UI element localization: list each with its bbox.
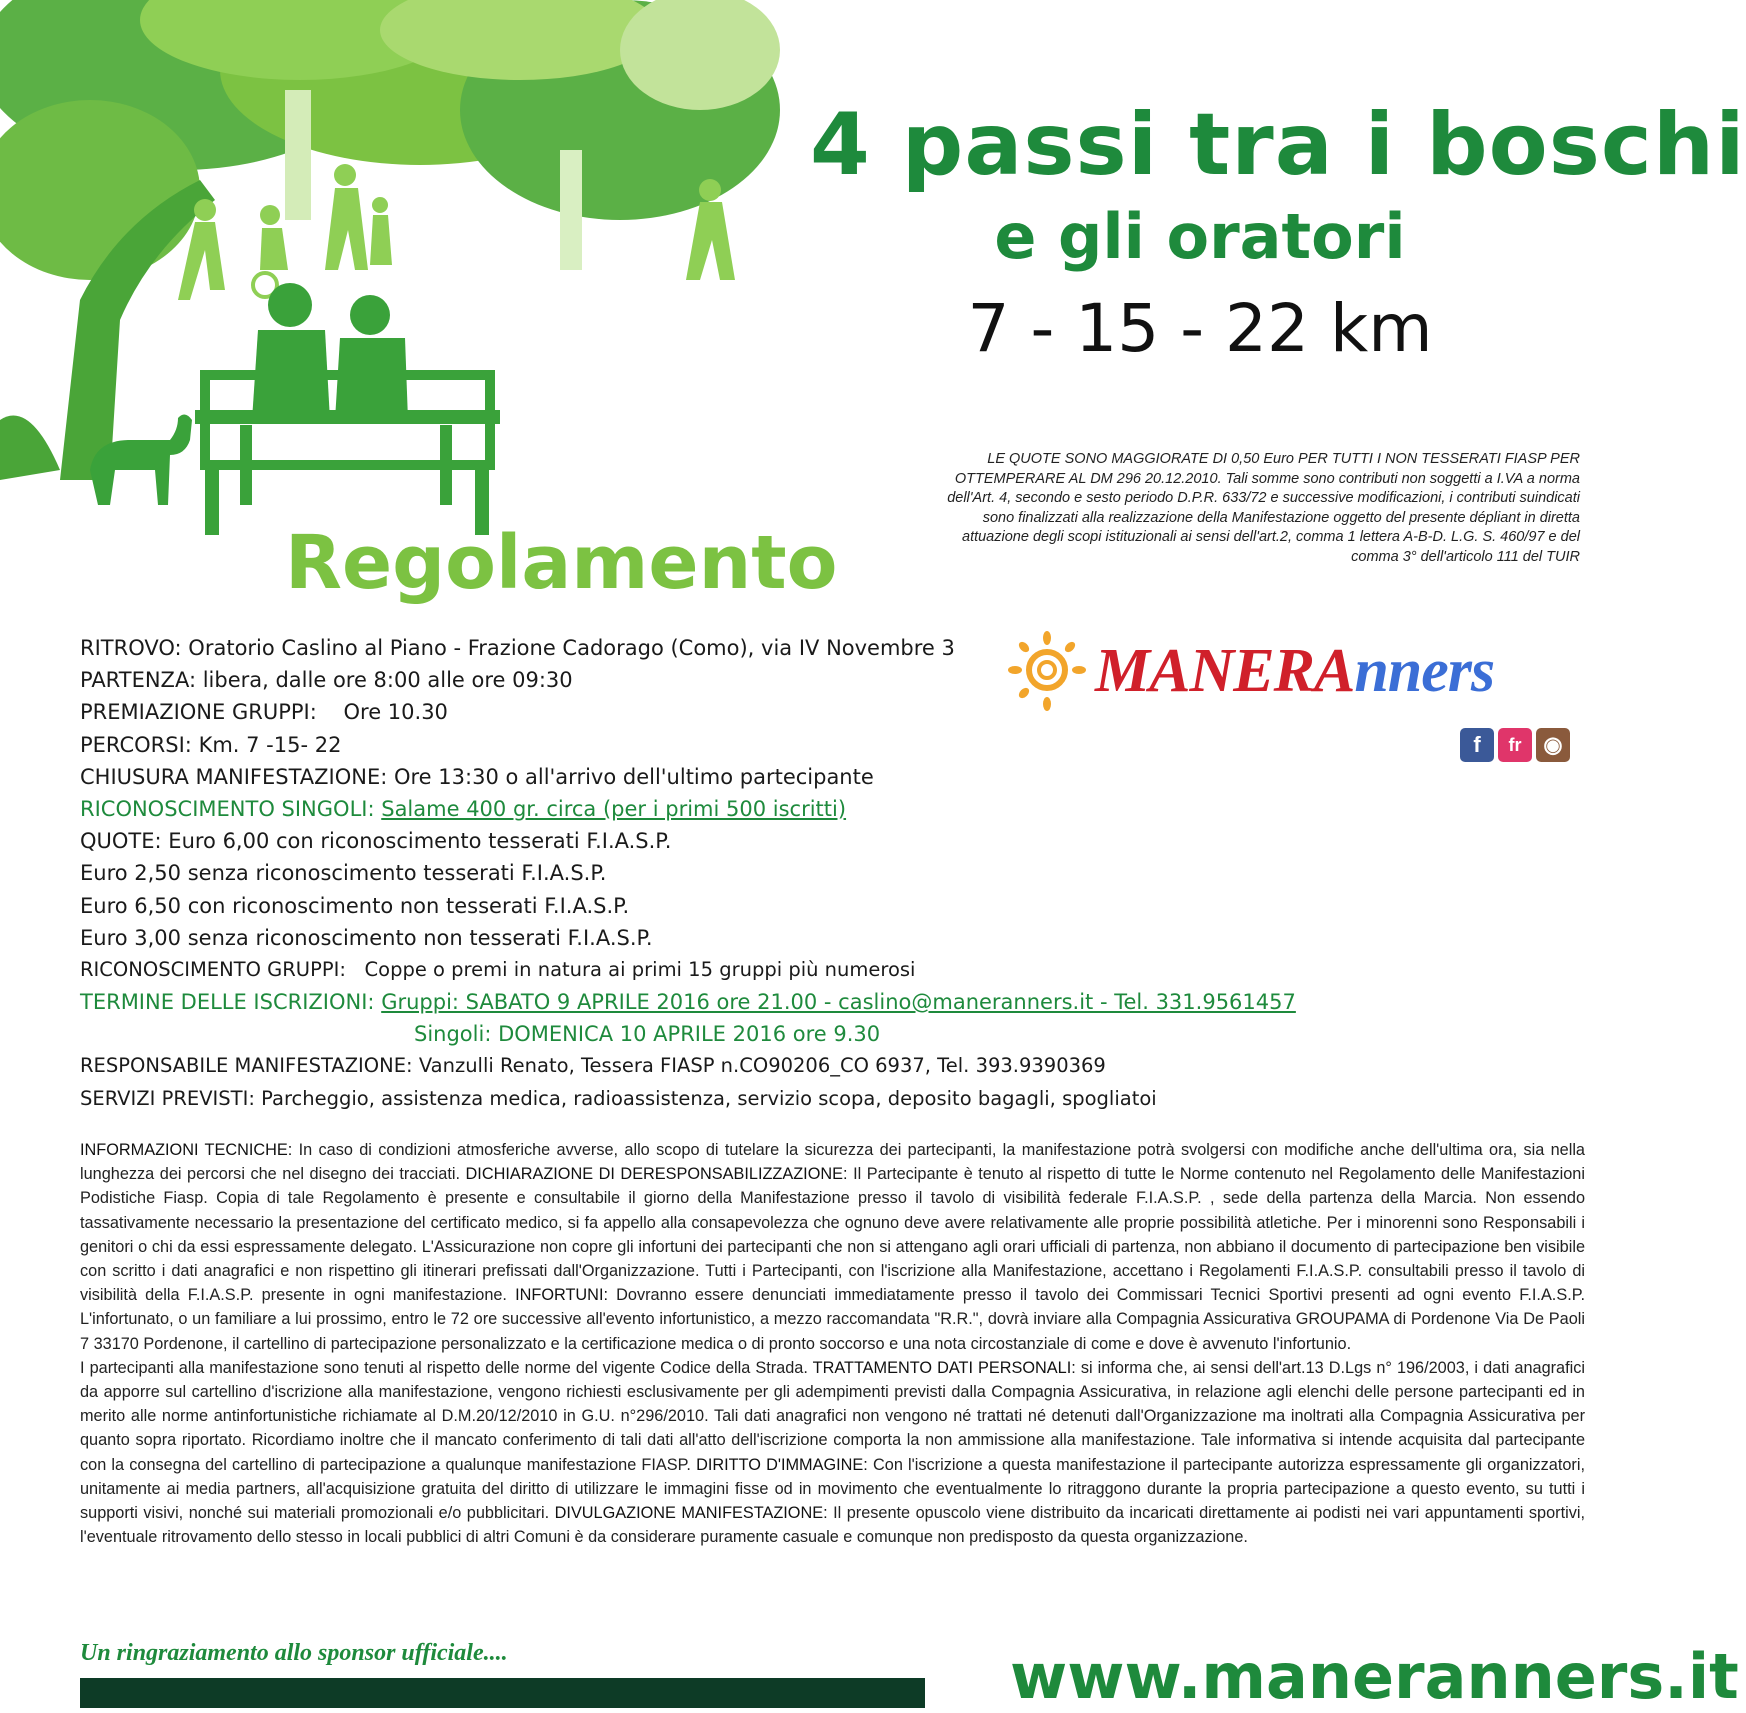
info-label: CHIUSURA MANIFESTAZIONE: <box>80 764 388 789</box>
event-distances: 7 - 15 - 22 km <box>967 290 1433 367</box>
sponsor-banner <box>80 1678 925 1708</box>
legal-paragraph: Il presente opuscolo viene distribuito da incaricati direttamente ai podisti nei vari appuntamenti sportivi, l'eventuale ritrovamento dello stesso in locali pubblici di altri Comuni è da considerare puramente casuale e comunque non predisposto da questa organizzazione. <box>80 1504 1585 1547</box>
info-label: PREMIAZIONE GRUPPI: <box>80 700 317 725</box>
info-quote <box>80 825 1580 857</box>
info-quote-4: Euro 3,00 senza riconoscimento non tesserati F.I.A.S.P. <box>80 925 653 950</box>
legal-label: TRATTAMENTO DATI PERSONALI: <box>812 1358 1076 1377</box>
info-value: Coppe o premi in natura ai primi 15 gruppi più numerosi <box>364 957 916 981</box>
legal-label: DIRITTO D'IMMAGINE: <box>696 1455 868 1474</box>
info-value: Oratorio Caslino al Piano - Frazione Cadorago (Como), via IV Novembre 3 <box>188 636 955 660</box>
info-termine-2 <box>80 1018 1580 1050</box>
info-responsabile <box>80 1050 1580 1082</box>
logo-text-main: MANERA <box>1095 637 1355 705</box>
legal-paragraph: Il Partecipante è tenuto al rispetto di tutte le Norme contenuto nel Regolamento delle Manifestazioni Podistiche Fiasp. Copia di tale Regolamento è presente e consultabile il giorno della Manifestazione presso il tavolo di visibilità federale F.I.A.S.P. , sede della partenza della Marcia. Non essendo tassativamente necessario la presentazione del certificato medico, si fa appello alla consapevolezza che ognuno deve avere relativamente alle proprie possibilità atletiche. Per i minorenni sono Responsabili i genitori o chi da essi espressamente delegato. L'Assicurazione non copre gli infortuni dei partecipanti che non si attengano agli orari ufficiali di partenza, non abbiano il documento di partecipazione ben visibile con scritto i dati anagrafici e non rispettino gli itinerari prefissati dall'Organizzazione. Tutti i Partecipanti, con l'iscrizione alla Manifestazione, accettano i Regolamenti F.I.A.S.P. consultabili presso il tavolo di visibilità della F.I.A.S.P. presente in ogni manifestazione. <box>80 1165 1585 1305</box>
info-label: RICONOSCIMENTO GRUPPI: <box>80 957 346 981</box>
info-value: libera, dalle ore 8:00 alle ore 09:30 <box>202 668 573 693</box>
fiasp-fee-note: LE QUOTE SONO MAGGIORATE DI 0,50 Euro PER TUTTI I NON TESSERATI FIASP PER OTTEMPERARE AL DM 296 20.12.2010. Tali somme sono contributi non soggetti a I.VA a norma dell'Art. 4, secondo e sesto periodo D.P.R. 633/72 e successive modificazioni, i contributi suindicati sono finalizzati alla realizzazione della Manifestazione oggetto del presente dépliant in diretta attuazione degli scopi istituzionali ai sensi dell'art.2, comma 1 lettera A-B-D. L.G. S. 460/97 e del comma 3° dell'articolo 111 del TUIR <box>947 451 1580 565</box>
legal-paragraph: si informa che, ai sensi dell'art.13 D.Lgs n° 196/2003, i dati anagrafici da apporre sul cartellino d'iscrizione alla manifestazione, vengono richiesti esclusivamente per gli adempimenti previsti dalla Compagnia Assicurativa, in relazione agli elenchi delle persone partecipanti ed in merito alle norme antinfortunistiche richiamate al D.M.20/12/2010 in G.U. n°296/2010. Tali dati anagrafici non vengono né trattati né detenuti dall'Organizzazione ma inoltrati alla Compagnia Assicurativa per quanto sopra riportato. Ricordiamo inoltre che il mancato conferimento di tali dati all'atto dell'iscrizione comporta la non ammissione alla manifestazione. Tale informativa si intende acquisita dal partecipante con la consegna del cartellino di partecipazione a qualunque manifestazione FIASP. <box>80 1358 1585 1474</box>
info-ritrovo <box>80 632 1580 664</box>
info-percorsi <box>80 729 1580 761</box>
legal-label: INFORTUNI: <box>515 1286 608 1305</box>
info-value: Vanzulli Renato, Tessera FIASP n.CO90206_CO 6937, Tel. 393.9390369 <box>418 1054 1106 1078</box>
info-label: PERCORSI: <box>80 732 192 757</box>
legal-paragraph: Dovranno essere denunciati immediatamente presso il tavolo dei Commissari Tecnici Sportivi presenti ad ogni evento F.I.A.S.P. L'infortunato, o un familiare a lui prossimo, entro le 72 ore successive all'evento infortunistico, a mezzo raccomandata "R.R.", dovrà inviare alla Compagnia Assicurativa GROUPAMA di Pordenone Via De Paoli 7 33170 Pordenone, il cartellino di partecipazione personalizzato e la certificazione medica o di pronto soccorso e una nota circostanziale di come e dove è avvenuto l'infortunio. <box>80 1286 1585 1353</box>
info-label: SERVIZI PREVISTI: <box>80 1086 255 1110</box>
legal-paragraph: In caso di condizioni atmosferiche avverse, allo scopo di tutelare la sicurezza dei partecipanti, la manifestazione potrà svolgersi con modifiche anche dell'ultima ora, sia nella lunghezza dei percorsi che nel disegno dei tracciati. <box>80 1141 1585 1184</box>
info-riconoscimento-singoli <box>80 793 1580 825</box>
info-partenza <box>80 664 1580 696</box>
park-illustration <box>0 0 780 560</box>
sponsor-thanks: Un ringraziamento allo sponsor ufficiale.... <box>80 1640 508 1666</box>
info-label: RICONOSCIMENTO SINGOLI: <box>80 796 375 821</box>
legal-paragraph: Con l'iscrizione a questa manifestazione il partecipante autorizza espressamente gli organizzatori, unitamente ai media partners, all'acquisizione gratuita del diritto di utilizzare le immagini fisse od in movimento che eventualmente lo ritraggono durante la propria partecipazione a questo evento, su tutti i supporti visivi, nonché sui materiali promozionali e/o pubblicitari. <box>80 1455 1585 1523</box>
info-value: Ore 13:30 o all'arrivo dell'ultimo partecipante <box>393 764 874 789</box>
info-label: RESPONSABILE MANIFESTAZIONE: <box>80 1054 413 1078</box>
facebook-icon[interactable]: f <box>1460 728 1494 762</box>
info-value[interactable]: Gruppi: SABATO 9 APRILE 2016 ore 21.00 - caslino@maneranners.it - Tel. 331.9561457 <box>381 990 1296 1015</box>
legal-paragraph: I partecipanti alla manifestazione sono tenuti al rispetto delle norme del vigente Codice della Strada. <box>80 1358 808 1377</box>
info-label: QUOTE: <box>80 829 162 854</box>
legal-label: INFORMAZIONI TECNICHE: <box>80 1141 293 1159</box>
website-link[interactable]: www.maneranners.it <box>1010 1640 1739 1713</box>
info-label: RITROVO: <box>80 636 182 660</box>
info-quote-3: Euro 6,50 con riconoscimento non tesserati F.I.A.S.P. <box>80 893 630 918</box>
regolamento-heading: Regolamento <box>285 520 838 606</box>
legal-label: DIVULGAZIONE MANIFESTAZIONE: <box>554 1504 828 1523</box>
flickr-icon[interactable]: fr <box>1498 728 1532 762</box>
event-subtitle: e gli oratori <box>994 200 1406 273</box>
bench-with-couple <box>195 283 500 535</box>
legal-label: DICHIARAZIONE DI DERESPONSABILIZZAZIONE: <box>465 1165 848 1184</box>
info-quote-2: Euro 2,50 senza riconoscimento tesserati F.I.A.S.P. <box>80 861 607 886</box>
logo-text-tail: nners <box>1354 637 1495 705</box>
event-info-list <box>80 632 1580 1115</box>
event-title: 4 passi tra i boschi <box>810 95 1746 195</box>
info-chiusura <box>80 761 1580 793</box>
info-value: Euro 6,00 con riconoscimento tesserati F.I.A.S.P. <box>168 829 672 854</box>
info-value: Singoli: DOMENICA 10 APRILE 2016 ore 9.30 <box>414 1022 881 1047</box>
info-value: Parcheggio, assistenza medica, radioassistenza, servizio scopa, deposito bagagli, spogliatoi <box>261 1086 1157 1110</box>
info-value: Salame 400 gr. circa (per i primi 500 iscritti) <box>381 796 847 821</box>
info-servizi <box>80 1083 1580 1115</box>
info-premiazione <box>80 696 1580 728</box>
info-riconoscimento-gruppi <box>80 954 1580 986</box>
info-value: Km. 7 -15- 22 <box>198 732 342 757</box>
legal-text <box>80 1138 1585 1549</box>
info-label: TERMINE DELLE ISCRIZIONI: <box>80 990 375 1015</box>
info-value: Ore 10.30 <box>343 700 448 725</box>
info-termine <box>80 986 1580 1018</box>
instagram-icon[interactable]: ◉ <box>1536 728 1570 762</box>
info-label: PARTENZA: <box>80 668 197 693</box>
tree-canopy <box>0 0 780 280</box>
